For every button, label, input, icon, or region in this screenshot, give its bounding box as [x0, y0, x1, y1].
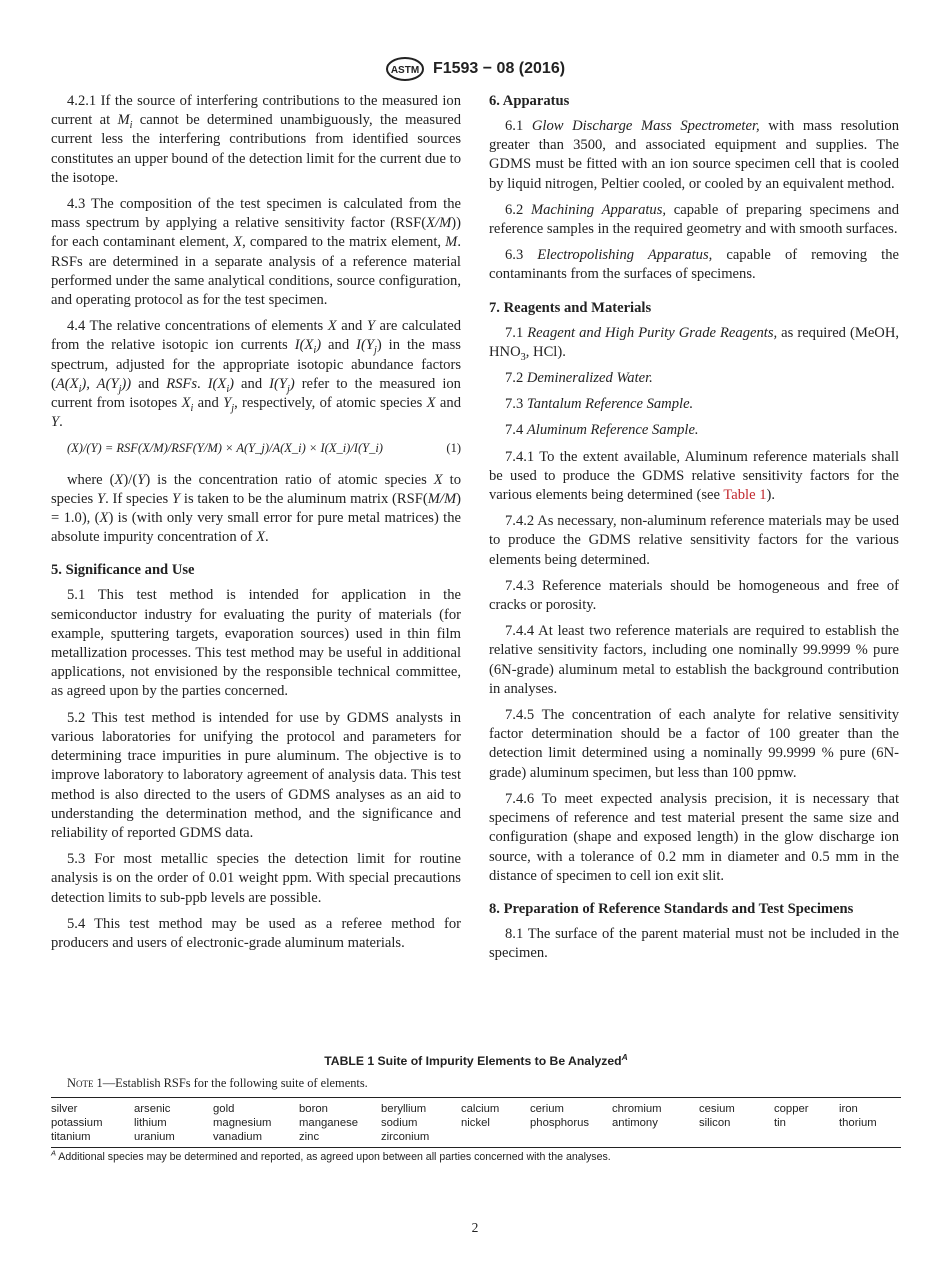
table-cell [530, 1130, 612, 1144]
table-cell: potassium [51, 1117, 103, 1129]
para-7-4-4: 7.4.4 At least two reference materials are required to establish the relative sensitivity factors, including one nominally 99.9999 % pure (6N-grade) aluminum metal to establish the background contribution in analyses. [489, 623, 899, 697]
table-note: Note 1—Establish RSFs for the following suite of elements. [67, 1076, 368, 1090]
document-designation: F1593 − 08 (2016) [432, 60, 566, 77]
para-7-3: 7.3 Tantalum Reference Sample. [505, 396, 694, 413]
table-cell: gold [213, 1103, 235, 1115]
para-4-2-1: 4.2.1 If the source of interfering contributions to the measured ion current at $M_i$ cannot be determined unambiguously, the measured current less the interfering contributions from identified sources constitutes an upper bound of the detection limit for the current due to the isotope. [51, 93, 461, 186]
left-column [51, 92, 461, 960]
right-column [489, 92, 899, 970]
table-cell: sodium [381, 1117, 418, 1129]
table-cell: arsenic [134, 1103, 171, 1115]
table-cell: silver [51, 1103, 78, 1115]
para-7-4-3: 7.4.3 Reference materials should be homogeneous and free of cracks or porosity. [489, 577, 899, 614]
table-cell: boron [299, 1103, 328, 1115]
para-8-1: 8.1 The surface of the parent material must not be included in the specimen. [489, 925, 899, 962]
table-row [51, 1102, 901, 1116]
table-cell: zirconium [381, 1131, 430, 1143]
table-1-link[interactable]: Table 1 [723, 487, 767, 504]
para-5-4: 5.4 This test method may be used as a referee method for producers and users of electronic-grade aluminum materials. [51, 915, 461, 951]
table-cell: silicon [699, 1117, 731, 1129]
para-7-4-2: 7.4.2 As necessary, non-aluminum reference materials may be used to produce the GDMS relative sensitivity factors for the various elements being determined. [489, 513, 899, 568]
section-5-heading: 5. Significance and Use [51, 562, 195, 579]
table-cell: beryllium [381, 1103, 427, 1115]
equation-text: (X)/(Y) = RSF(X/M)/RSF(Y/M) × A(Y_j)/A(X_i) × I(X_i)/I(Y_i) [67, 441, 383, 456]
table-cell: tin [774, 1117, 786, 1129]
table-cell: phosphorus [530, 1117, 590, 1129]
table-caption: TABLE 1 Suite of Impurity Elements to Be Analyzed$^A$ [324, 1051, 628, 1068]
para-4-4: 4.4 The relative concentrations of elements X and Y are calculated from the relative isotopic ion currents $I(X_i)$ and $I(Y_j)$ in the mass spectrum, adjusted for the appropriate isotopic abundance factors ($A(X_i)$, $A(Y_j)$) and RSFs. $I(X_i)$ and $I(Y_j)$ refer to the measured ion current from isotopes $X_i$ and $Y_j$, respectively, of atomic species X and Y. [51, 318, 461, 431]
table-cell: iron [839, 1103, 858, 1115]
para-5-3: 5.3 For most metallic species the detection limit for routine analysis is on the order of 0.01 weight ppm. With special precautions detection limits to sub-ppb levels are possible. [51, 851, 461, 906]
para-7-4-5: 7.4.5 The concentration of each analyte for relative sensitivity factor determination should be a factor of 100 greater than the detection limit determined using a nominally 99.9999 % pure (6N-grade) aluminum specimen, but less than 100 ppmw. [489, 707, 899, 781]
table-1 [51, 1051, 901, 1163]
table-cell: calcium [461, 1103, 500, 1115]
para-6-1: 6.1 Glow Discharge Mass Spectrometer, with mass resolution greater than 3500, and associated equipment and supplies. The GDMS must be fitted with an ion source specimen cell that is cooled by liquid nitrogen, Peltier cooled, or cooled by an equivalent method. [489, 118, 900, 192]
para-7-4-6: 7.4.6 To meet expected analysis precision, it is necessary that specimens of reference and test material present the same size and configuration (shape and exposed length) in the glow discharge ion source, with a tolerance of 0.2 mm in diameter and 0.5 mm in the distance of specimen to cell ion exit slit. [489, 790, 899, 884]
table-cell: uranium [134, 1131, 175, 1143]
equation-number: (1) [446, 441, 461, 456]
table-cell [839, 1130, 899, 1144]
page-number: 2 [471, 1220, 479, 1235]
para-7-4: 7.4 Aluminum Reference Sample. [505, 422, 699, 439]
para-4-3: 4.3 The composition of the test specimen is calculated from the mass spectrum by applying a relative sensitivity factor (RSF(X/M)) for each contaminant element, X, compared to the matrix element, M. RSFs are determined in a separate analysis of a reference material performed under the same analytical conditions, source configuration, and operating protocol as for the test specimen. [51, 196, 461, 309]
svg-text:ASTM: ASTM [390, 65, 420, 76]
table-row [51, 1116, 901, 1130]
para-5-2: 5.2 This test method is intended for use by GDMS analysts in various laboratories for unifying the protocol and parameters for determining trace impurities in pure aluminum. The objective is to improve laboratory to laboratory agreement of analysis data. This test method is also directed to the users of GDMS analyses as an aid to understanding the determination method, and the significance and reliability of reported GDMS data. [51, 709, 461, 841]
table-cell: thorium [839, 1117, 877, 1129]
table-row [51, 1130, 901, 1144]
para-7-2: 7.2 Demineralized Water. [505, 370, 653, 387]
para-6-3: 6.3 Electropolishing Apparatus, capable of removing the contaminants from the surfaces of specimens. [489, 247, 899, 283]
table-cell [699, 1130, 774, 1144]
table-cell [461, 1130, 530, 1144]
table-cell [774, 1130, 839, 1144]
equation-1 [67, 439, 461, 458]
table-cell: copper [774, 1103, 809, 1115]
table-cell: antimony [612, 1117, 658, 1129]
table-cell: manganese [299, 1117, 359, 1129]
table-cell: cesium [699, 1103, 735, 1115]
table-cell: nickel [461, 1117, 490, 1129]
table-cell: chromium [612, 1103, 662, 1115]
table-cell: vanadium [213, 1131, 262, 1143]
section-7-heading: 7. Reagents and Materials [489, 299, 652, 316]
table-cell: magnesium [213, 1117, 272, 1129]
table-grid [51, 1098, 901, 1147]
table-cell: cerium [530, 1103, 564, 1115]
para-5-1: 5.1 This test method is intended for application in the semiconductor industry for evaluating the purity of materials (for example, sputtering targets, evaporation sources) used in thin film metallization processes. This test method may be useful in additional applications, not envisioned by the responsible technical committee, as agreed upon by the parties concerned. [51, 587, 461, 700]
table-cell: titanium [51, 1131, 91, 1143]
para-7-4-1: 7.4.1 To the extent available, Aluminum reference materials shall be used to produce the GDMS relative sensitivity factors for the various elements being determined (see Table 1). [489, 448, 899, 504]
table-cell: zinc [299, 1131, 320, 1143]
section-8-heading: 8. Preparation of Reference Standards and Test Specimens [489, 900, 854, 917]
para-6-2: 6.2 Machining Apparatus, capable of preparing specimens and reference samples in the required geometry and with smooth surfaces. [489, 201, 899, 238]
para-where: where (X)/(Y) is the concentration ratio of atomic species X to species Y. If species Y is taken to be the aluminum matrix (RSF(M/M) = 1.0), (X) is (with only very small error for pure metal matrices) the absolute impurity concentration of X. [51, 471, 461, 546]
para-7-1: 7.1 Reagent and High Purity Grade Reagents, as required (MeOH, $HNO_3$, HCl). [489, 324, 900, 363]
table-footnote: $^A$ Additional species may be determined and reported, as agreed upon between all parties concerned with the analyses. [51, 1148, 611, 1163]
section-6-heading: 6. Apparatus [489, 93, 570, 109]
table-cell [612, 1130, 699, 1144]
table-cell: lithium [134, 1117, 167, 1129]
page-header [0, 56, 950, 82]
astm-logo-icon [385, 56, 425, 82]
